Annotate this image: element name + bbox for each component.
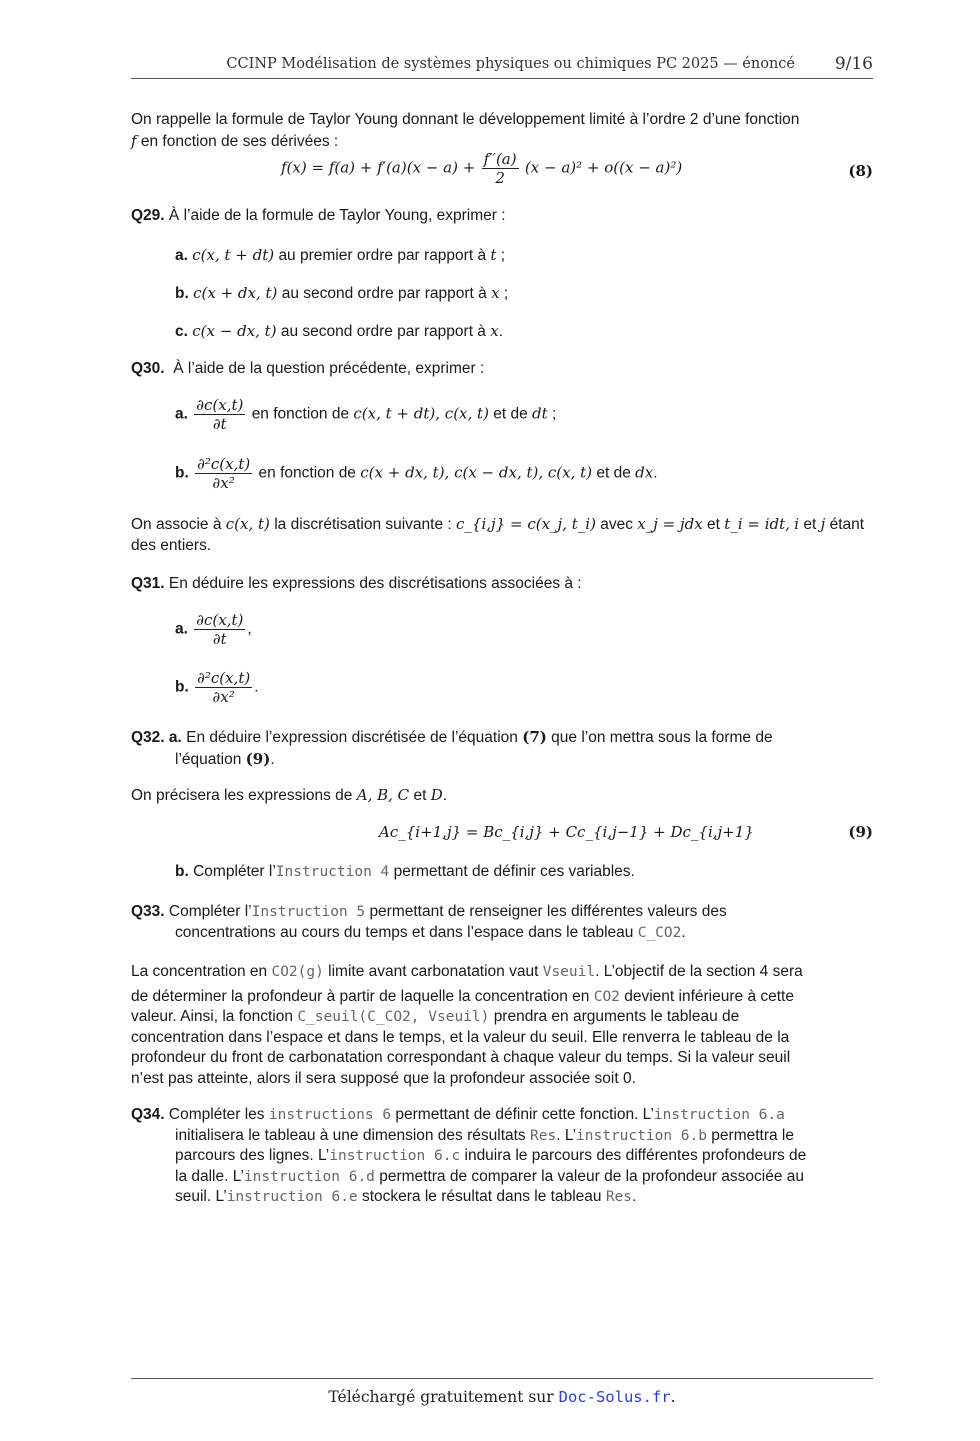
q29-item-b-text: au second ordre par rapport à bbox=[281, 285, 487, 302]
q32-text-a: En déduire l’expression discrétisée de l’équation bbox=[186, 729, 518, 746]
q29-item-c bbox=[175, 321, 503, 343]
header-title: CCINP Modélisation de systèmes physiques ou chimiques PC 2025 — énoncé bbox=[226, 56, 795, 72]
q29-item-b bbox=[175, 283, 508, 305]
q29-item-b-expr: c(x + dx, t) bbox=[193, 284, 278, 302]
para-t7: prendra en arguments le tableau de bbox=[493, 1008, 740, 1025]
q30-a-text2: et de bbox=[493, 405, 528, 423]
q31-a-label: a. bbox=[175, 620, 188, 638]
para-fn: C_seuil(C_CO2, Vseuil) bbox=[297, 1009, 490, 1025]
q33-text-b: permettant de renseigner les différentes valeurs des bbox=[369, 903, 727, 920]
q34-c4: instruction 6.b bbox=[576, 1127, 707, 1144]
q30-a-den: ∂t bbox=[212, 415, 227, 433]
q31-b-end: . bbox=[254, 678, 259, 696]
q31-a-fraction bbox=[194, 611, 245, 648]
footer-text bbox=[131, 1388, 873, 1406]
equation-9 bbox=[131, 822, 873, 846]
q34-l5a: seuil. L’ bbox=[175, 1188, 227, 1205]
q32-text-e: permettant de définir ces variables. bbox=[393, 863, 635, 880]
footer-end: . bbox=[670, 1388, 676, 1406]
q34-l5c: . bbox=[632, 1188, 637, 1205]
discret-text-a: On associe à bbox=[131, 516, 222, 533]
q30-b-num: ∂²c(x,t) bbox=[197, 455, 251, 473]
q29-item-b-label: b. bbox=[175, 285, 189, 302]
q31-question bbox=[131, 574, 873, 595]
para-line-2 bbox=[131, 987, 873, 1008]
q29-item-a-expr: c(x, t + dt) bbox=[192, 246, 275, 264]
eq8-frac-num: f′′(a) bbox=[483, 150, 517, 168]
discret-var-i: i bbox=[794, 515, 800, 533]
para-t10: n’est pas atteinte, alors il sera supposé que la profondeur associée soit 0. bbox=[131, 1069, 636, 1087]
eq9-body: Ac_{i+1,j} = Bc_{i,j} + Cc_{i,j−1} + Dc_{i,j+1} bbox=[379, 823, 754, 841]
q32-end: . bbox=[270, 750, 275, 768]
q32-text-b: que l’on mettra sous la forme de bbox=[551, 729, 773, 746]
q31-a-den: ∂t bbox=[212, 630, 227, 648]
q29-question bbox=[131, 206, 873, 227]
q34-c1: instructions 6 bbox=[268, 1107, 392, 1123]
q30-b-var: dx bbox=[635, 463, 654, 482]
q33-code-a: Instruction 5 bbox=[251, 904, 366, 920]
q29-item-b-end: ; bbox=[499, 285, 509, 302]
equation-8 bbox=[131, 150, 873, 194]
q33-question bbox=[131, 902, 873, 943]
discret-text-b: la discrétisation suivante : bbox=[274, 516, 452, 533]
q30-b-fraction bbox=[195, 455, 252, 492]
q30-item-b bbox=[175, 455, 658, 492]
q31-item-a bbox=[175, 611, 252, 648]
discretisation-paragraph bbox=[131, 514, 873, 556]
q29-item-a-var: t bbox=[490, 246, 497, 264]
q32-question bbox=[131, 727, 873, 770]
intro-text-a: On rappelle la formule de Taylor Young donnant le développement limité à l’ordre 2 d’une fonction bbox=[131, 111, 800, 128]
para-vseuil: Vseuil bbox=[542, 964, 596, 980]
q34-l4a: la dalle. L’ bbox=[175, 1167, 244, 1185]
q30-b-text2: et de bbox=[596, 464, 631, 482]
q34-c5: instruction 6.c bbox=[329, 1148, 461, 1164]
q29-item-a-text: au premier ordre par rapport à bbox=[278, 247, 487, 264]
discret-text-f: étant bbox=[829, 516, 865, 533]
q32-ref9: (9) bbox=[245, 749, 271, 768]
q32-vars: A, B, C bbox=[356, 786, 410, 804]
para-t5: devient inférieure à cette bbox=[624, 987, 794, 1005]
q29-item-c-text: au second ordre par rapport à bbox=[280, 323, 486, 340]
para-t4: de déterminer la profondeur à partir de laquelle la concentration en bbox=[131, 987, 590, 1005]
q34-c3: Res bbox=[530, 1127, 557, 1144]
q29-item-c-var: x bbox=[490, 322, 499, 340]
q34-l4b: permettra de comparer la valeur de la profondeur associée au bbox=[379, 1167, 804, 1185]
discret-text-d: et bbox=[707, 516, 720, 533]
discret-var-j: j bbox=[820, 515, 826, 533]
q32-var-d: D bbox=[430, 786, 443, 804]
q30-a-fraction bbox=[194, 396, 245, 433]
q32-item-b bbox=[175, 862, 635, 883]
para-t2: limite avant carbonatation vaut bbox=[328, 963, 539, 980]
q34-line-2 bbox=[175, 1126, 873, 1147]
q34-c6: instruction 6.d bbox=[243, 1168, 375, 1185]
q34-l3b: induira le parcours des différentes profondeurs de bbox=[464, 1147, 807, 1164]
q32-text-d: Compléter l’ bbox=[193, 863, 276, 880]
q34-line-5 bbox=[175, 1187, 873, 1208]
q30-item-a bbox=[175, 396, 556, 433]
q30-a-text1: en fonction de bbox=[251, 405, 350, 423]
q30-a-var: dt bbox=[532, 404, 548, 423]
para-line-3 bbox=[131, 1007, 873, 1028]
q33-end: . bbox=[681, 923, 686, 941]
q32-sub-b: b. bbox=[175, 863, 189, 880]
q32-ref7: (7) bbox=[522, 728, 547, 746]
q29-item-a-end: ; bbox=[496, 247, 506, 264]
q34-l1b: permettant de définir cette fonction. L’ bbox=[395, 1106, 654, 1123]
q33-code-b: C_CO2 bbox=[637, 924, 682, 941]
q30-label: Q30. bbox=[131, 360, 165, 377]
q29-item-c-end: . bbox=[498, 323, 504, 340]
q31-b-den: ∂x² bbox=[212, 688, 235, 706]
discret-expr-c: x_j = jdx bbox=[637, 515, 703, 533]
discret-expr-b: c_{i,j} = c(x_j, t_i) bbox=[456, 515, 596, 533]
para-line-1 bbox=[131, 962, 873, 983]
q34-l2c: permettra le bbox=[711, 1126, 794, 1144]
q30-text: À l’aide de la question précédente, exprimer : bbox=[173, 360, 485, 377]
q32-label: Q32. bbox=[131, 729, 165, 746]
discret-expr-d: t_i = idt, bbox=[724, 515, 790, 533]
q34-c2: instruction 6.a bbox=[653, 1107, 785, 1123]
intro-paragraph bbox=[131, 110, 873, 152]
q34-line-4 bbox=[175, 1167, 873, 1188]
q30-b-label: b. bbox=[175, 464, 189, 482]
q31-item-b bbox=[175, 669, 259, 706]
eq8-number: (8) bbox=[848, 162, 873, 180]
q29-text: À l’aide de la formule de Taylor Young, exprimer : bbox=[168, 207, 506, 224]
q32-precise-text: On précisera les expressions de bbox=[131, 787, 353, 804]
discret-text-g: des entiers. bbox=[131, 536, 212, 554]
para-t9: profondeur du front de carbonatation correspondant à chaque valeur du temps. Si la valeur seuil bbox=[131, 1049, 791, 1066]
q30-b-end: . bbox=[653, 464, 658, 482]
q32-dot: . bbox=[442, 787, 448, 804]
q33-text-a: Compléter l’ bbox=[168, 903, 252, 920]
eq8-frac-den: 2 bbox=[495, 169, 505, 187]
q29-item-c-expr: c(x − dx, t) bbox=[192, 322, 277, 340]
para-t1: La concentration en bbox=[131, 963, 268, 980]
q31-b-fraction bbox=[195, 669, 252, 706]
page-header bbox=[131, 54, 873, 79]
eq8-rhs: (x − a)² + o((x − a)²) bbox=[524, 158, 683, 177]
q30-b-text1: en fonction de bbox=[258, 464, 356, 482]
q29-item-a-label: a. bbox=[175, 247, 188, 264]
q30-a-num: ∂c(x,t) bbox=[196, 396, 244, 414]
q34-label: Q34. bbox=[131, 1106, 165, 1123]
q29-item-c-label: c. bbox=[175, 323, 188, 340]
q30-a-expr: c(x, t + dt), c(x, t) bbox=[353, 404, 489, 423]
para-co2g: CO2(g) bbox=[271, 964, 324, 980]
page-footer bbox=[131, 1378, 873, 1406]
intro-text-b: en fonction de ses dérivées : bbox=[140, 132, 339, 150]
q29-item-a bbox=[175, 245, 505, 267]
q34-c8: Res bbox=[605, 1189, 633, 1205]
q34-c7: instruction 6.e bbox=[226, 1189, 358, 1205]
q32-code: Instruction 4 bbox=[275, 864, 390, 880]
q31-label: Q31. bbox=[131, 575, 165, 592]
q30-b-expr: c(x + dx, t), c(x − dx, t), c(x, t) bbox=[360, 463, 593, 482]
eq8-lhs: f(x) = f(a) + f′(a)(x − a) + bbox=[281, 158, 476, 177]
q34-l3a: parcours des lignes. L’ bbox=[175, 1147, 330, 1164]
q33-label: Q33. bbox=[131, 903, 165, 920]
para-t8: concentration dans l’espace et dans le temps, et la valeur du seuil. Elle renverra le tableau de la bbox=[131, 1028, 790, 1046]
q30-b-den: ∂x² bbox=[212, 474, 235, 492]
page-number: 9/16 bbox=[834, 54, 873, 74]
footer-label: Téléchargé gratuitement sur bbox=[328, 1388, 554, 1406]
q31-b-label: b. bbox=[175, 678, 189, 696]
q31-a-num: ∂c(x,t) bbox=[196, 611, 244, 629]
eq8-fraction bbox=[482, 150, 519, 187]
para-co2: CO2 bbox=[593, 988, 620, 1005]
discret-text-e: et bbox=[803, 516, 817, 533]
eq9-number: (9) bbox=[848, 823, 873, 841]
q32-sub-a: a. bbox=[168, 729, 182, 746]
q31-a-end: , bbox=[247, 620, 252, 638]
q29-label: Q29. bbox=[131, 207, 165, 224]
para-t6: valeur. Ainsi, la fonction bbox=[131, 1008, 293, 1025]
doc-solus-link[interactable]: Doc-Solus.fr bbox=[558, 1388, 671, 1406]
q34-line-3 bbox=[175, 1146, 873, 1167]
q32-et: et bbox=[413, 787, 427, 804]
intro-var-f: f bbox=[131, 131, 137, 150]
q31-b-num: ∂²c(x,t) bbox=[197, 669, 251, 687]
q34-question bbox=[131, 1105, 873, 1208]
q34-l2b: . L’ bbox=[556, 1126, 577, 1144]
para-t3: . L’objectif de la section 4 sera bbox=[595, 963, 803, 980]
q32-precise bbox=[131, 785, 873, 807]
q34-l5b: stockera le résultat dans le tableau bbox=[361, 1188, 602, 1205]
q30-a-label: a. bbox=[175, 405, 188, 423]
q31-text: En déduire les expressions des discrétisations associées à : bbox=[168, 575, 582, 592]
q34-l2a: initialisera le tableau à une dimension des résultats bbox=[175, 1126, 526, 1144]
q30-question bbox=[131, 359, 873, 380]
q30-a-end: ; bbox=[547, 405, 557, 423]
q29-item-b-var: x bbox=[491, 284, 500, 302]
q32-text-c: l’équation bbox=[175, 750, 242, 768]
q34-l1a: Compléter les bbox=[168, 1106, 265, 1123]
seuil-paragraph bbox=[131, 962, 873, 1089]
discret-text-c: avec bbox=[600, 516, 633, 533]
discret-expr-a: c(x, t) bbox=[225, 515, 270, 533]
q33-text-c: concentrations au cours du temps et dans l’espace dans le tableau bbox=[175, 923, 634, 941]
